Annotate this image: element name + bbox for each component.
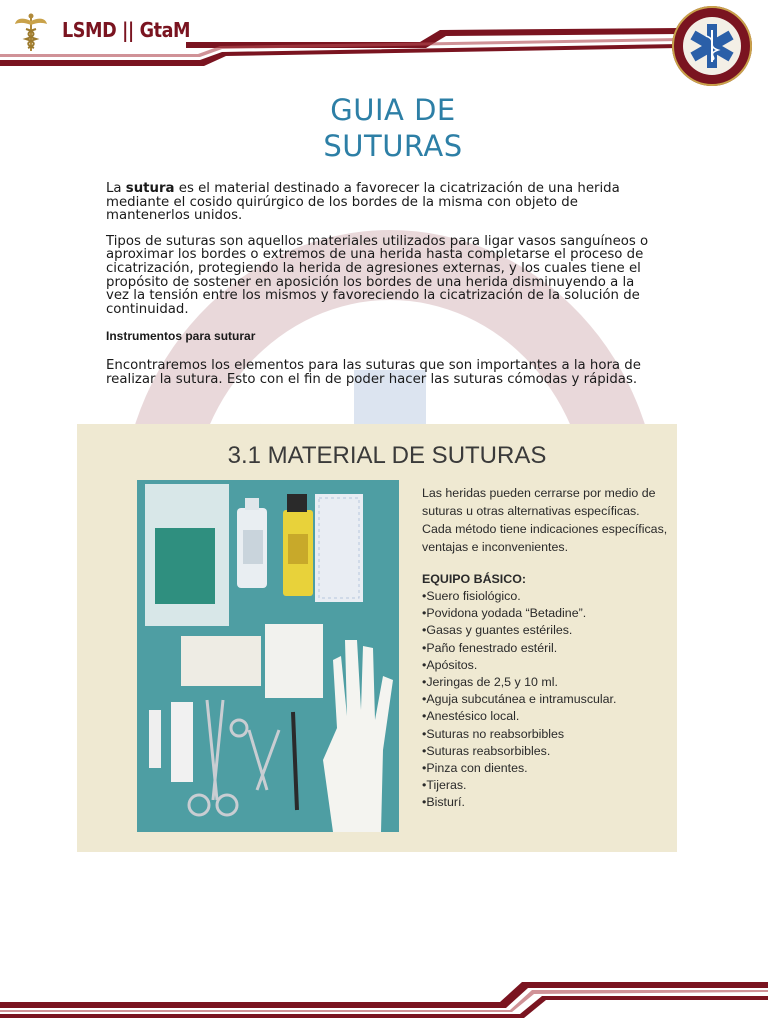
equipo-basico-heading: EQUIPO BÁSICO: (422, 572, 526, 586)
list-item: •Gasas y guantes estériles. (422, 623, 573, 638)
list-item: •Bisturí. (422, 795, 465, 810)
list-item: •Povidona yodada “Betadine”. (422, 606, 587, 621)
list-item: •Pinza con dientes. (422, 761, 528, 776)
page-header (0, 0, 768, 80)
equipment-photo (137, 480, 399, 832)
paragraph-definition: La sutura es el material destinado a favorecer la cicatrización de una herida mediante el cosido quirúrgico de los bordes de la misma con objeto de mantenerlos unidos. (106, 181, 620, 224)
paragraph-types: Tipos de suturas son aquellos materiales utilizados para ligar vasos sanguíneos o aproximar los bordes o extremos de una herida hasta completarse el proceso de cicatrización, protegiendo la herida de agresiones externas, y los cuales tiene el propósito de sostener en aposición los bordes de una herida disminuyendo a la vez la tensión entre los mismos y favoreciendo la cicatrización de la solución de continuidad. (106, 233, 649, 317)
list-item: •Suturas reabsorbibles. (422, 743, 551, 758)
document-body (106, 182, 652, 386)
seal-logo (670, 4, 754, 88)
list-item: •Aguja subcutánea e intramuscular. (422, 692, 617, 707)
slide-image (77, 424, 677, 852)
section-heading: Instrumentos para suturar (106, 329, 256, 344)
list-item: •Suturas no reabsorbibles (422, 726, 565, 741)
slide-text (422, 484, 672, 812)
list-item: •Tijeras. (422, 778, 467, 793)
equipment-list (422, 588, 672, 812)
list-item: •Jeringas de 2,5 y 10 ml. (422, 675, 558, 690)
slide-title: 3.1 MATERIAL DE SUTURAS (227, 442, 547, 469)
caduceus-icon (14, 12, 48, 52)
slide-intro: Las heridas pueden cerrarse por medio de suturas u otras alternativas específicas. Cada método tiene indicaciones específicas, ventajas e inconvenientes. (422, 486, 668, 554)
list-item: •Paño fenestrado estéril. (422, 640, 558, 655)
page-title (0, 92, 768, 164)
brand-name: LSMD || GtaM (62, 18, 191, 42)
list-item: •Suero fisiológico. (422, 589, 521, 603)
paragraph-instruments: Encontraremos los elementos para las suturas que son importantes a la hora de realizar la sutura. Esto con el fin de poder hacer las suturas cómodas y rápidas. (106, 357, 641, 387)
list-item: •Apósitos. (422, 657, 478, 672)
title-line-2: SUTURAS (323, 129, 463, 163)
title-line-1: GUIA DE (330, 93, 456, 127)
list-item: •Anestésico local. (422, 709, 520, 724)
footer-band (0, 970, 768, 1024)
term-sutura: sutura (125, 181, 175, 196)
